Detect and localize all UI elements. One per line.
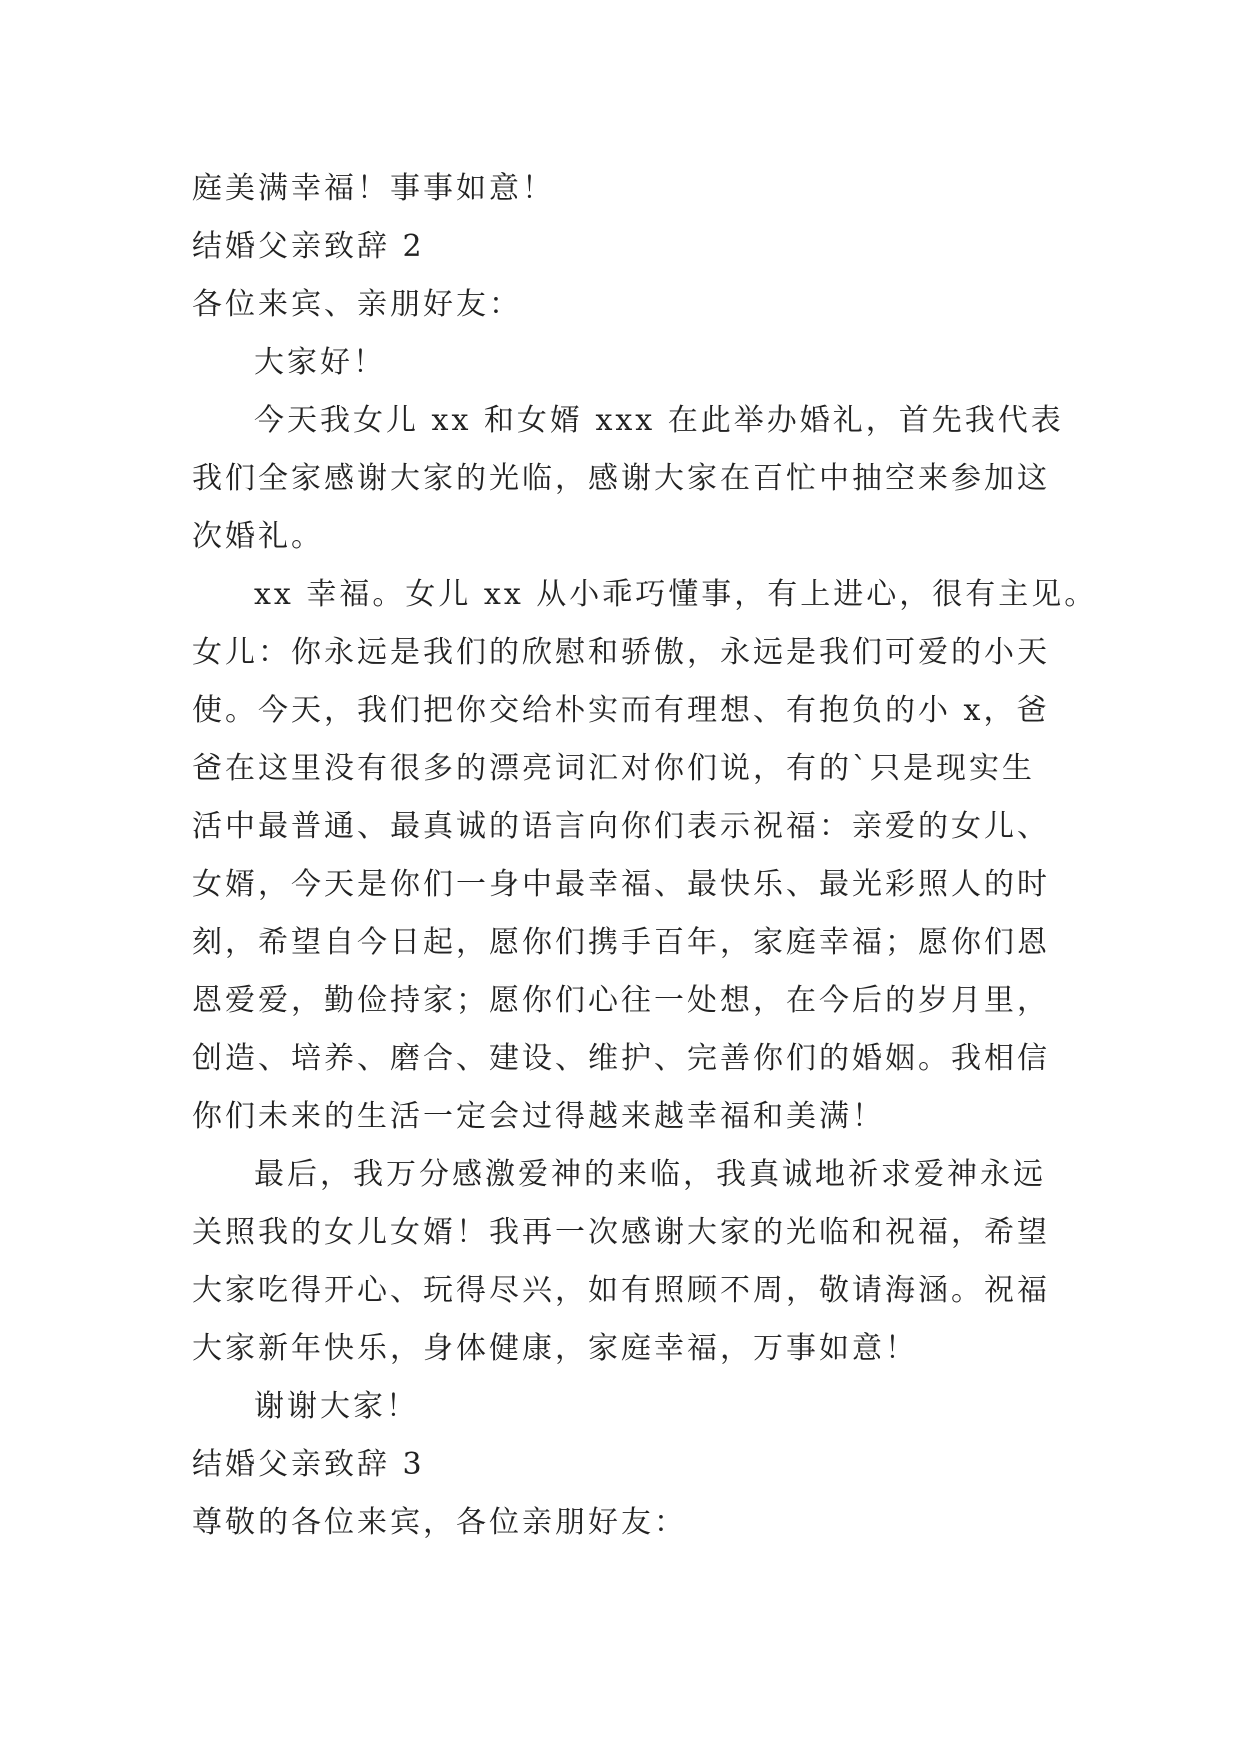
text-line: 女儿：你永远是我们的欣慰和骄傲，永远是我们可爱的小天: [192, 635, 1050, 670]
document-body: [192, 160, 1098, 1552]
text-line: 次婚礼。: [192, 519, 324, 554]
text-line: 最后，我万分感激爱神的来临，我真诚地祈求爱神永远: [254, 1157, 1046, 1192]
text-line: 结婚父亲致辞 3: [192, 1447, 425, 1482]
text-line: 大家新年快乐，身体健康，家庭幸福，万事如意！: [192, 1331, 918, 1366]
text-line: 活中最普通、最真诚的语言向你们表示祝福：亲爱的女儿、: [192, 809, 1050, 844]
text-line: 你们未来的生活一定会过得越来越幸福和美满！: [192, 1099, 885, 1134]
text-line: 庭美满幸福！事事如意！: [192, 171, 555, 206]
text-line: 使。今天，我们把你交给朴实而有理想、有抱负的小 x，爸: [192, 693, 1050, 728]
text-line: 各位来宾、亲朋好友：: [192, 287, 522, 322]
text-line: 谢谢大家！: [254, 1389, 419, 1424]
text-line: 刻，希望自今日起，愿你们携手百年，家庭幸福；愿你们恩: [192, 925, 1050, 960]
text-line: xx 幸福。女儿 xx 从小乖巧懂事，有上进心，很有主见。: [254, 577, 1098, 612]
text-line: 我们全家感谢大家的光临，感谢大家在百忙中抽空来参加这: [192, 461, 1050, 496]
text-line: 大家吃得开心、玩得尽兴，如有照顾不周，敬请海涵。祝福: [192, 1273, 1050, 1308]
text-line: 女婿，今天是你们一身中最幸福、最快乐、最光彩照人的时: [192, 867, 1050, 902]
text-line: 结婚父亲致辞 2: [192, 229, 425, 264]
text-line: 今天我女儿 xx 和女婿 xxx 在此举办婚礼，首先我代表: [254, 403, 1064, 438]
text-line: 尊敬的各位来宾，各位亲朋好友：: [192, 1505, 687, 1540]
text-line: 创造、培养、磨合、建设、维护、完善你们的婚姻。我相信: [192, 1041, 1050, 1076]
text-line: 恩爱爱，勤俭持家；愿你们心往一处想，在今后的岁月里，: [192, 983, 1050, 1018]
text-line: 关照我的女儿女婿！我再一次感谢大家的光临和祝福，希望: [192, 1215, 1050, 1250]
text-line: 爸在这里没有很多的漂亮词汇对你们说，有的`只是现实生: [192, 751, 1035, 786]
text-line: 大家好！: [254, 345, 386, 380]
